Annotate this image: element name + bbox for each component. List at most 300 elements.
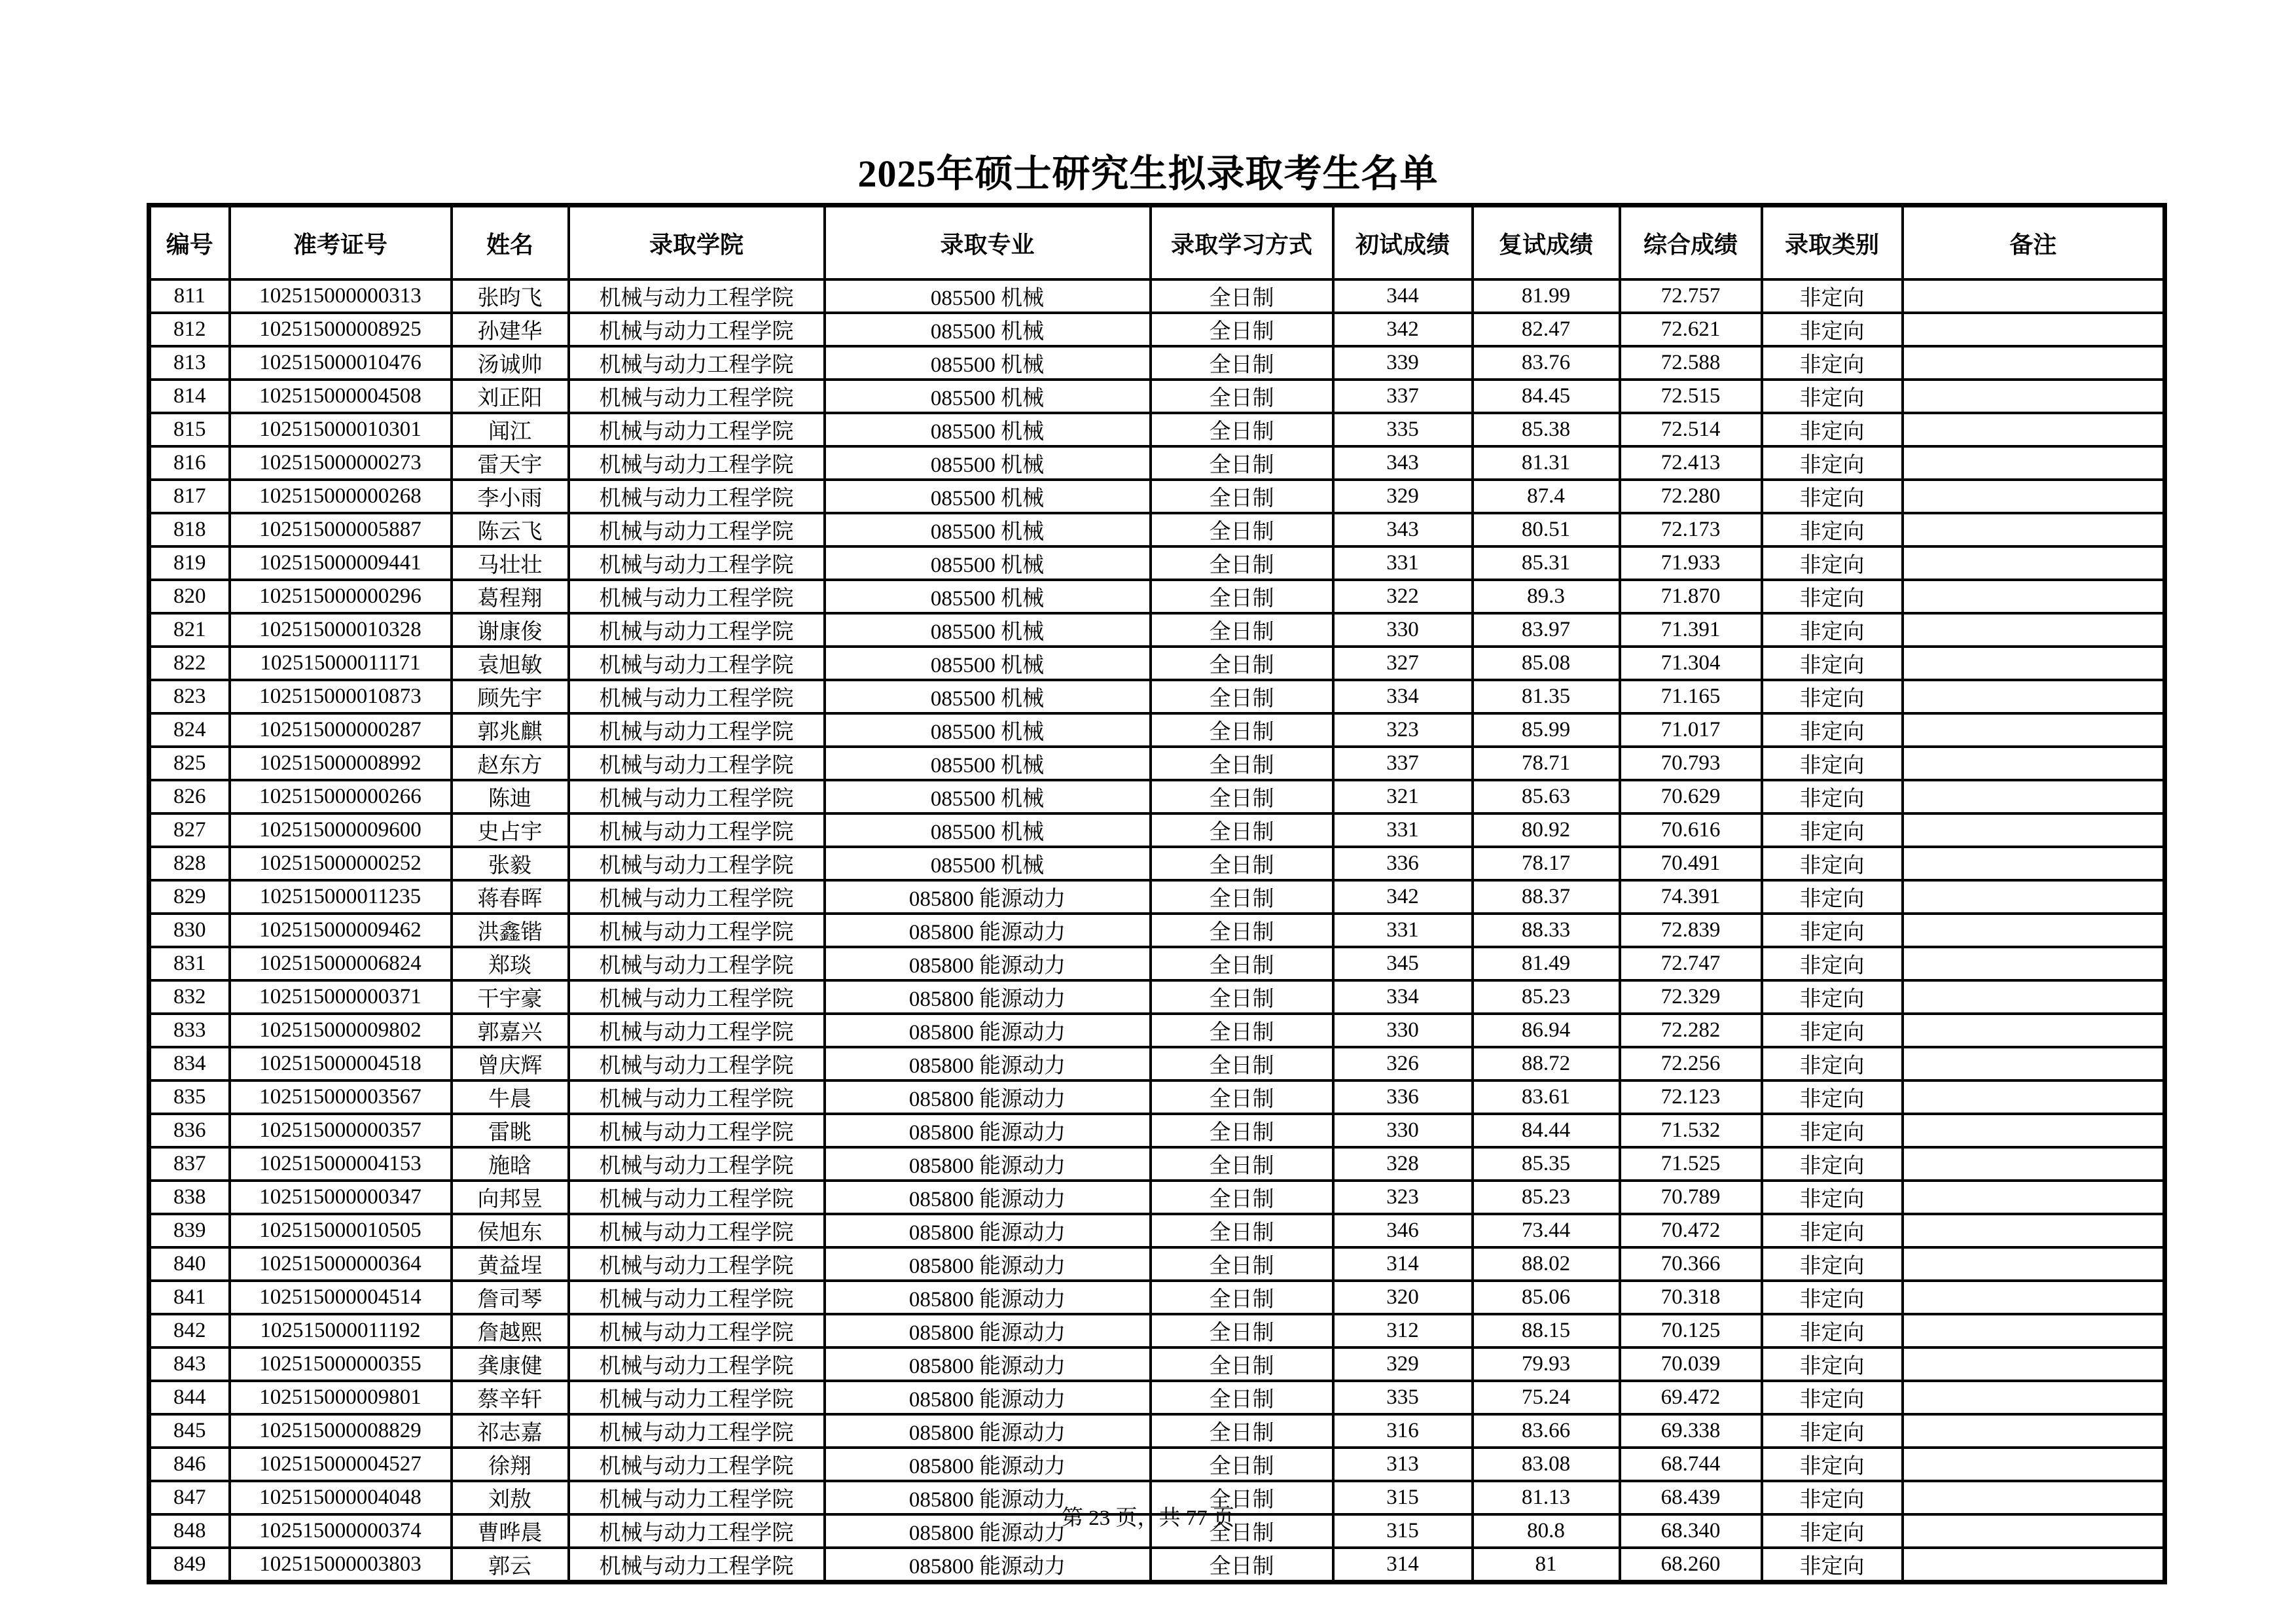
cell-overall-score: 71.391 [1620, 613, 1762, 647]
cell-major: 085800 能源动力 [825, 1481, 1151, 1514]
cell-name: 曾庆辉 [452, 1047, 569, 1080]
cell-remark [1903, 813, 2165, 847]
table-row [149, 880, 2165, 914]
cell-admission-type: 非定向 [1762, 980, 1903, 1014]
table-row [149, 780, 2165, 813]
cell-name: 雷眺 [452, 1114, 569, 1147]
cell-name: 顾先宇 [452, 680, 569, 713]
cell-admission-type: 非定向 [1762, 480, 1903, 513]
cell-college: 机械与动力工程学院 [569, 1347, 825, 1381]
cell-initial-score: 334 [1333, 980, 1473, 1014]
cell-initial-score: 346 [1333, 1214, 1473, 1247]
cell-admission-type: 非定向 [1762, 914, 1903, 947]
cell-college: 机械与动力工程学院 [569, 346, 825, 380]
cell-remark [1903, 1281, 2165, 1314]
cell-initial-score: 330 [1333, 1114, 1473, 1147]
cell-study-mode: 全日制 [1151, 513, 1333, 546]
cell-initial-score: 335 [1333, 1381, 1473, 1414]
cell-overall-score: 71.933 [1620, 546, 1762, 580]
cell-initial-score: 343 [1333, 513, 1473, 546]
cell-major: 085800 能源动力 [825, 1047, 1151, 1080]
cell-study-mode: 全日制 [1151, 747, 1333, 780]
cell-admission-type: 非定向 [1762, 313, 1903, 346]
cell-initial-score: 313 [1333, 1448, 1473, 1481]
cell-admission-type: 非定向 [1762, 680, 1903, 713]
cell-retest-score: 86.94 [1473, 1014, 1620, 1047]
cell-retest-score: 83.97 [1473, 613, 1620, 647]
cell-college: 机械与动力工程学院 [569, 713, 825, 747]
table-row [149, 1414, 2165, 1448]
column-header-retest-score: 复试成绩 [1473, 205, 1620, 280]
cell-college: 机械与动力工程学院 [569, 413, 825, 446]
cell-retest-score: 81.99 [1473, 279, 1620, 313]
cell-exam-no: 102515000004048 [230, 1481, 452, 1514]
cell-id: 845 [149, 1414, 230, 1448]
cell-id: 840 [149, 1247, 230, 1281]
cell-study-mode: 全日制 [1151, 1481, 1333, 1514]
cell-study-mode: 全日制 [1151, 813, 1333, 847]
table-row [149, 346, 2165, 380]
cell-remark [1903, 580, 2165, 613]
cell-remark [1903, 279, 2165, 313]
cell-exam-no: 102515000000252 [230, 847, 452, 880]
cell-remark [1903, 680, 2165, 713]
column-header-major: 录取专业 [825, 205, 1151, 280]
cell-college: 机械与动力工程学院 [569, 1514, 825, 1548]
cell-admission-type: 非定向 [1762, 647, 1903, 680]
cell-exam-no: 102515000000355 [230, 1347, 452, 1381]
cell-overall-score: 72.256 [1620, 1047, 1762, 1080]
cell-overall-score: 71.017 [1620, 713, 1762, 747]
cell-study-mode: 全日制 [1151, 847, 1333, 880]
table-row [149, 914, 2165, 947]
cell-retest-score: 85.38 [1473, 413, 1620, 446]
table-row [149, 680, 2165, 713]
cell-initial-score: 344 [1333, 279, 1473, 313]
cell-college: 机械与动力工程学院 [569, 480, 825, 513]
cell-id: 835 [149, 1080, 230, 1114]
cell-major: 085500 机械 [825, 446, 1151, 480]
cell-exam-no: 102515000010505 [230, 1214, 452, 1247]
cell-id: 811 [149, 279, 230, 313]
cell-admission-type: 非定向 [1762, 546, 1903, 580]
cell-major: 085800 能源动力 [825, 1548, 1151, 1582]
cell-overall-score: 72.757 [1620, 279, 1762, 313]
cell-retest-score: 78.71 [1473, 747, 1620, 780]
cell-study-mode: 全日制 [1151, 1347, 1333, 1381]
table-row [149, 647, 2165, 680]
cell-admission-type: 非定向 [1762, 747, 1903, 780]
cell-initial-score: 322 [1333, 580, 1473, 613]
cell-overall-score: 71.525 [1620, 1147, 1762, 1181]
cell-name: 葛程翔 [452, 580, 569, 613]
cell-admission-type: 非定向 [1762, 1548, 1903, 1582]
cell-remark [1903, 480, 2165, 513]
cell-initial-score: 339 [1333, 346, 1473, 380]
cell-major: 085500 机械 [825, 680, 1151, 713]
column-header-college: 录取学院 [569, 205, 825, 280]
table-row [149, 1047, 2165, 1080]
cell-id: 843 [149, 1347, 230, 1381]
cell-id: 816 [149, 446, 230, 480]
cell-exam-no: 102515000008925 [230, 313, 452, 346]
cell-college: 机械与动力工程学院 [569, 1181, 825, 1214]
cell-retest-score: 81 [1473, 1548, 1620, 1582]
admission-roster-table [147, 203, 2167, 1584]
table-row [149, 1314, 2165, 1347]
cell-college: 机械与动力工程学院 [569, 914, 825, 947]
cell-id: 819 [149, 546, 230, 580]
cell-exam-no: 102515000000371 [230, 980, 452, 1014]
cell-exam-no: 102515000000268 [230, 480, 452, 513]
table-row [149, 1014, 2165, 1047]
cell-exam-no: 102515000000273 [230, 446, 452, 480]
table-row [149, 1448, 2165, 1481]
table-row [149, 413, 2165, 446]
cell-major: 085800 能源动力 [825, 880, 1151, 914]
cell-remark [1903, 1147, 2165, 1181]
cell-exam-no: 102515000000287 [230, 713, 452, 747]
cell-retest-score: 83.76 [1473, 346, 1620, 380]
cell-initial-score: 328 [1333, 1147, 1473, 1181]
cell-study-mode: 全日制 [1151, 1214, 1333, 1247]
cell-id: 829 [149, 880, 230, 914]
cell-id: 848 [149, 1514, 230, 1548]
cell-id: 814 [149, 380, 230, 413]
cell-initial-score: 312 [1333, 1314, 1473, 1347]
cell-admission-type: 非定向 [1762, 446, 1903, 480]
cell-overall-score: 70.472 [1620, 1214, 1762, 1247]
cell-overall-score: 70.318 [1620, 1281, 1762, 1314]
cell-id: 837 [149, 1147, 230, 1181]
cell-name: 黄益埕 [452, 1247, 569, 1281]
cell-id: 825 [149, 747, 230, 780]
cell-study-mode: 全日制 [1151, 1514, 1333, 1548]
cell-id: 831 [149, 947, 230, 980]
cell-initial-score: 316 [1333, 1414, 1473, 1448]
cell-college: 机械与动力工程学院 [569, 1314, 825, 1347]
cell-college: 机械与动力工程学院 [569, 813, 825, 847]
cell-overall-score: 72.413 [1620, 446, 1762, 480]
cell-admission-type: 非定向 [1762, 1448, 1903, 1481]
cell-initial-score: 342 [1333, 880, 1473, 914]
cell-retest-score: 79.93 [1473, 1347, 1620, 1381]
cell-initial-score: 327 [1333, 647, 1473, 680]
cell-remark [1903, 380, 2165, 413]
cell-study-mode: 全日制 [1151, 1181, 1333, 1214]
cell-retest-score: 88.15 [1473, 1314, 1620, 1347]
cell-id: 842 [149, 1314, 230, 1347]
cell-admission-type: 非定向 [1762, 1281, 1903, 1314]
cell-overall-score: 71.165 [1620, 680, 1762, 713]
cell-study-mode: 全日制 [1151, 1114, 1333, 1147]
cell-name: 谢康俊 [452, 613, 569, 647]
cell-retest-score: 85.99 [1473, 713, 1620, 747]
cell-exam-no: 102515000011171 [230, 647, 452, 680]
cell-name: 蔡辛轩 [452, 1381, 569, 1414]
cell-college: 机械与动力工程学院 [569, 1247, 825, 1281]
table-row [149, 947, 2165, 980]
cell-exam-no: 102515000009441 [230, 546, 452, 580]
cell-remark [1903, 780, 2165, 813]
table-row [149, 613, 2165, 647]
cell-admission-type: 非定向 [1762, 947, 1903, 980]
cell-remark [1903, 747, 2165, 780]
cell-admission-type: 非定向 [1762, 580, 1903, 613]
cell-college: 机械与动力工程学院 [569, 680, 825, 713]
cell-retest-score: 81.31 [1473, 446, 1620, 480]
table-row [149, 847, 2165, 880]
cell-exam-no: 102515000000266 [230, 780, 452, 813]
cell-name: 施晗 [452, 1147, 569, 1181]
cell-overall-score: 71.532 [1620, 1114, 1762, 1147]
cell-retest-score: 87.4 [1473, 480, 1620, 513]
cell-name: 史占宇 [452, 813, 569, 847]
cell-exam-no: 102515000011192 [230, 1314, 452, 1347]
cell-exam-no: 102515000010328 [230, 613, 452, 647]
cell-initial-score: 321 [1333, 780, 1473, 813]
cell-major: 085800 能源动力 [825, 1347, 1151, 1381]
cell-college: 机械与动力工程学院 [569, 580, 825, 613]
cell-exam-no: 102515000011235 [230, 880, 452, 914]
cell-initial-score: 323 [1333, 1181, 1473, 1214]
cell-overall-score: 68.439 [1620, 1481, 1762, 1514]
cell-exam-no: 102515000005887 [230, 513, 452, 546]
cell-id: 823 [149, 680, 230, 713]
cell-exam-no: 102515000004518 [230, 1047, 452, 1080]
cell-name: 孙建华 [452, 313, 569, 346]
cell-study-mode: 全日制 [1151, 647, 1333, 680]
cell-name: 雷天宇 [452, 446, 569, 480]
cell-remark [1903, 1014, 2165, 1047]
cell-major: 085500 机械 [825, 647, 1151, 680]
cell-id: 836 [149, 1114, 230, 1147]
cell-retest-score: 80.92 [1473, 813, 1620, 847]
cell-name: 曹晔晨 [452, 1514, 569, 1548]
cell-remark [1903, 1414, 2165, 1448]
cell-major: 085800 能源动力 [825, 1080, 1151, 1114]
cell-name: 郑琰 [452, 947, 569, 980]
table-row [149, 279, 2165, 313]
cell-overall-score: 72.747 [1620, 947, 1762, 980]
table-row [149, 380, 2165, 413]
cell-major: 085800 能源动力 [825, 1414, 1151, 1448]
table-row [149, 1247, 2165, 1281]
cell-overall-score: 72.280 [1620, 480, 1762, 513]
column-header-initial-score: 初试成绩 [1333, 205, 1473, 280]
cell-name: 袁旭敏 [452, 647, 569, 680]
cell-remark [1903, 1347, 2165, 1381]
cell-initial-score: 336 [1333, 1080, 1473, 1114]
cell-admission-type: 非定向 [1762, 780, 1903, 813]
cell-major: 085500 机械 [825, 546, 1151, 580]
table-row [149, 546, 2165, 580]
cell-major: 085800 能源动力 [825, 1214, 1151, 1247]
cell-study-mode: 全日制 [1151, 480, 1333, 513]
cell-overall-score: 72.514 [1620, 413, 1762, 446]
cell-name: 马壮壮 [452, 546, 569, 580]
cell-study-mode: 全日制 [1151, 1314, 1333, 1347]
cell-initial-score: 335 [1333, 413, 1473, 446]
cell-overall-score: 70.629 [1620, 780, 1762, 813]
cell-id: 849 [149, 1548, 230, 1582]
cell-study-mode: 全日制 [1151, 1448, 1333, 1481]
table-row [149, 1080, 2165, 1114]
cell-id: 822 [149, 647, 230, 680]
table-header-row [149, 205, 2165, 280]
cell-remark [1903, 947, 2165, 980]
column-header-exam-no: 准考证号 [230, 205, 452, 280]
cell-name: 詹越熙 [452, 1314, 569, 1347]
cell-major: 085500 机械 [825, 313, 1151, 346]
cell-college: 机械与动力工程学院 [569, 1281, 825, 1314]
cell-college: 机械与动力工程学院 [569, 279, 825, 313]
cell-id: 830 [149, 914, 230, 947]
table-row [149, 1181, 2165, 1214]
table-row [149, 513, 2165, 546]
cell-major: 085500 机械 [825, 747, 1151, 780]
cell-initial-score: 326 [1333, 1047, 1473, 1080]
cell-initial-score: 345 [1333, 947, 1473, 980]
cell-retest-score: 83.66 [1473, 1414, 1620, 1448]
cell-overall-score: 72.173 [1620, 513, 1762, 546]
table-row [149, 747, 2165, 780]
cell-retest-score: 85.31 [1473, 546, 1620, 580]
table-row [149, 1114, 2165, 1147]
cell-major: 085800 能源动力 [825, 1514, 1151, 1548]
cell-initial-score: 314 [1333, 1548, 1473, 1582]
cell-remark [1903, 613, 2165, 647]
cell-overall-score: 68.744 [1620, 1448, 1762, 1481]
cell-college: 机械与动力工程学院 [569, 647, 825, 680]
cell-name: 汤诚帅 [452, 346, 569, 380]
cell-name: 徐翔 [452, 1448, 569, 1481]
cell-major: 085500 机械 [825, 279, 1151, 313]
cell-major: 085800 能源动力 [825, 947, 1151, 980]
cell-retest-score: 81.13 [1473, 1481, 1620, 1514]
cell-retest-score: 88.72 [1473, 1047, 1620, 1080]
cell-exam-no: 102515000004527 [230, 1448, 452, 1481]
cell-admission-type: 非定向 [1762, 1514, 1903, 1548]
cell-initial-score: 330 [1333, 613, 1473, 647]
cell-study-mode: 全日制 [1151, 980, 1333, 1014]
cell-retest-score: 85.23 [1473, 980, 1620, 1014]
cell-id: 824 [149, 713, 230, 747]
cell-remark [1903, 1448, 2165, 1481]
cell-remark [1903, 647, 2165, 680]
cell-major: 085500 机械 [825, 346, 1151, 380]
cell-major: 085500 机械 [825, 413, 1151, 446]
cell-id: 820 [149, 580, 230, 613]
cell-exam-no: 102515000009462 [230, 914, 452, 947]
cell-remark [1903, 847, 2165, 880]
cell-exam-no: 102515000004514 [230, 1281, 452, 1314]
cell-retest-score: 85.35 [1473, 1147, 1620, 1181]
column-header-name: 姓名 [452, 205, 569, 280]
cell-name: 刘正阳 [452, 380, 569, 413]
cell-admission-type: 非定向 [1762, 1381, 1903, 1414]
cell-exam-no: 102515000000374 [230, 1514, 452, 1548]
cell-initial-score: 315 [1333, 1514, 1473, 1548]
cell-study-mode: 全日制 [1151, 1080, 1333, 1114]
column-header-study-mode: 录取学习方式 [1151, 205, 1333, 280]
cell-exam-no: 102515000010301 [230, 413, 452, 446]
cell-retest-score: 85.63 [1473, 780, 1620, 813]
cell-id: 813 [149, 346, 230, 380]
cell-retest-score: 84.44 [1473, 1114, 1620, 1147]
cell-admission-type: 非定向 [1762, 1314, 1903, 1347]
cell-study-mode: 全日制 [1151, 1047, 1333, 1080]
cell-college: 机械与动力工程学院 [569, 380, 825, 413]
cell-name: 张毅 [452, 847, 569, 880]
cell-admission-type: 非定向 [1762, 279, 1903, 313]
cell-study-mode: 全日制 [1151, 780, 1333, 813]
cell-initial-score: 343 [1333, 446, 1473, 480]
cell-initial-score: 336 [1333, 847, 1473, 880]
cell-overall-score: 71.870 [1620, 580, 1762, 613]
cell-initial-score: 320 [1333, 1281, 1473, 1314]
cell-overall-score: 69.338 [1620, 1414, 1762, 1448]
page-title: 2025年硕士研究生拟录取考生名单 [857, 152, 1439, 195]
cell-admission-type: 非定向 [1762, 1214, 1903, 1247]
cell-name: 詹司琴 [452, 1281, 569, 1314]
cell-admission-type: 非定向 [1762, 1080, 1903, 1114]
cell-college: 机械与动力工程学院 [569, 546, 825, 580]
cell-study-mode: 全日制 [1151, 1414, 1333, 1448]
cell-major: 085800 能源动力 [825, 1014, 1151, 1047]
cell-major: 085800 能源动力 [825, 980, 1151, 1014]
column-header-remark: 备注 [1903, 205, 2165, 280]
cell-remark [1903, 1181, 2165, 1214]
cell-study-mode: 全日制 [1151, 947, 1333, 980]
cell-major: 085800 能源动力 [825, 1281, 1151, 1314]
cell-retest-score: 78.17 [1473, 847, 1620, 880]
cell-overall-score: 69.472 [1620, 1381, 1762, 1414]
cell-name: 陈云飞 [452, 513, 569, 546]
cell-overall-score: 70.125 [1620, 1314, 1762, 1347]
cell-admission-type: 非定向 [1762, 880, 1903, 914]
table-row [149, 813, 2165, 847]
cell-college: 机械与动力工程学院 [569, 1147, 825, 1181]
cell-name: 祁志嘉 [452, 1414, 569, 1448]
cell-id: 834 [149, 1047, 230, 1080]
cell-major: 085800 能源动力 [825, 914, 1151, 947]
cell-college: 机械与动力工程学院 [569, 1080, 825, 1114]
cell-major: 085500 机械 [825, 813, 1151, 847]
cell-retest-score: 85.06 [1473, 1281, 1620, 1314]
cell-overall-score: 70.039 [1620, 1347, 1762, 1381]
cell-study-mode: 全日制 [1151, 713, 1333, 747]
cell-exam-no: 102515000009802 [230, 1014, 452, 1047]
cell-retest-score: 85.08 [1473, 647, 1620, 680]
table-row [149, 1214, 2165, 1247]
cell-id: 812 [149, 313, 230, 346]
cell-name: 闻江 [452, 413, 569, 446]
cell-college: 机械与动力工程学院 [569, 613, 825, 647]
cell-admission-type: 非定向 [1762, 613, 1903, 647]
cell-name: 侯旭东 [452, 1214, 569, 1247]
cell-remark [1903, 413, 2165, 446]
cell-exam-no: 102515000004153 [230, 1147, 452, 1181]
cell-name: 向邦昱 [452, 1181, 569, 1214]
cell-remark [1903, 313, 2165, 346]
cell-study-mode: 全日制 [1151, 1147, 1333, 1181]
table-row [149, 1347, 2165, 1381]
cell-id: 847 [149, 1481, 230, 1514]
cell-exam-no: 102515000000347 [230, 1181, 452, 1214]
table-row [149, 980, 2165, 1014]
cell-remark [1903, 546, 2165, 580]
